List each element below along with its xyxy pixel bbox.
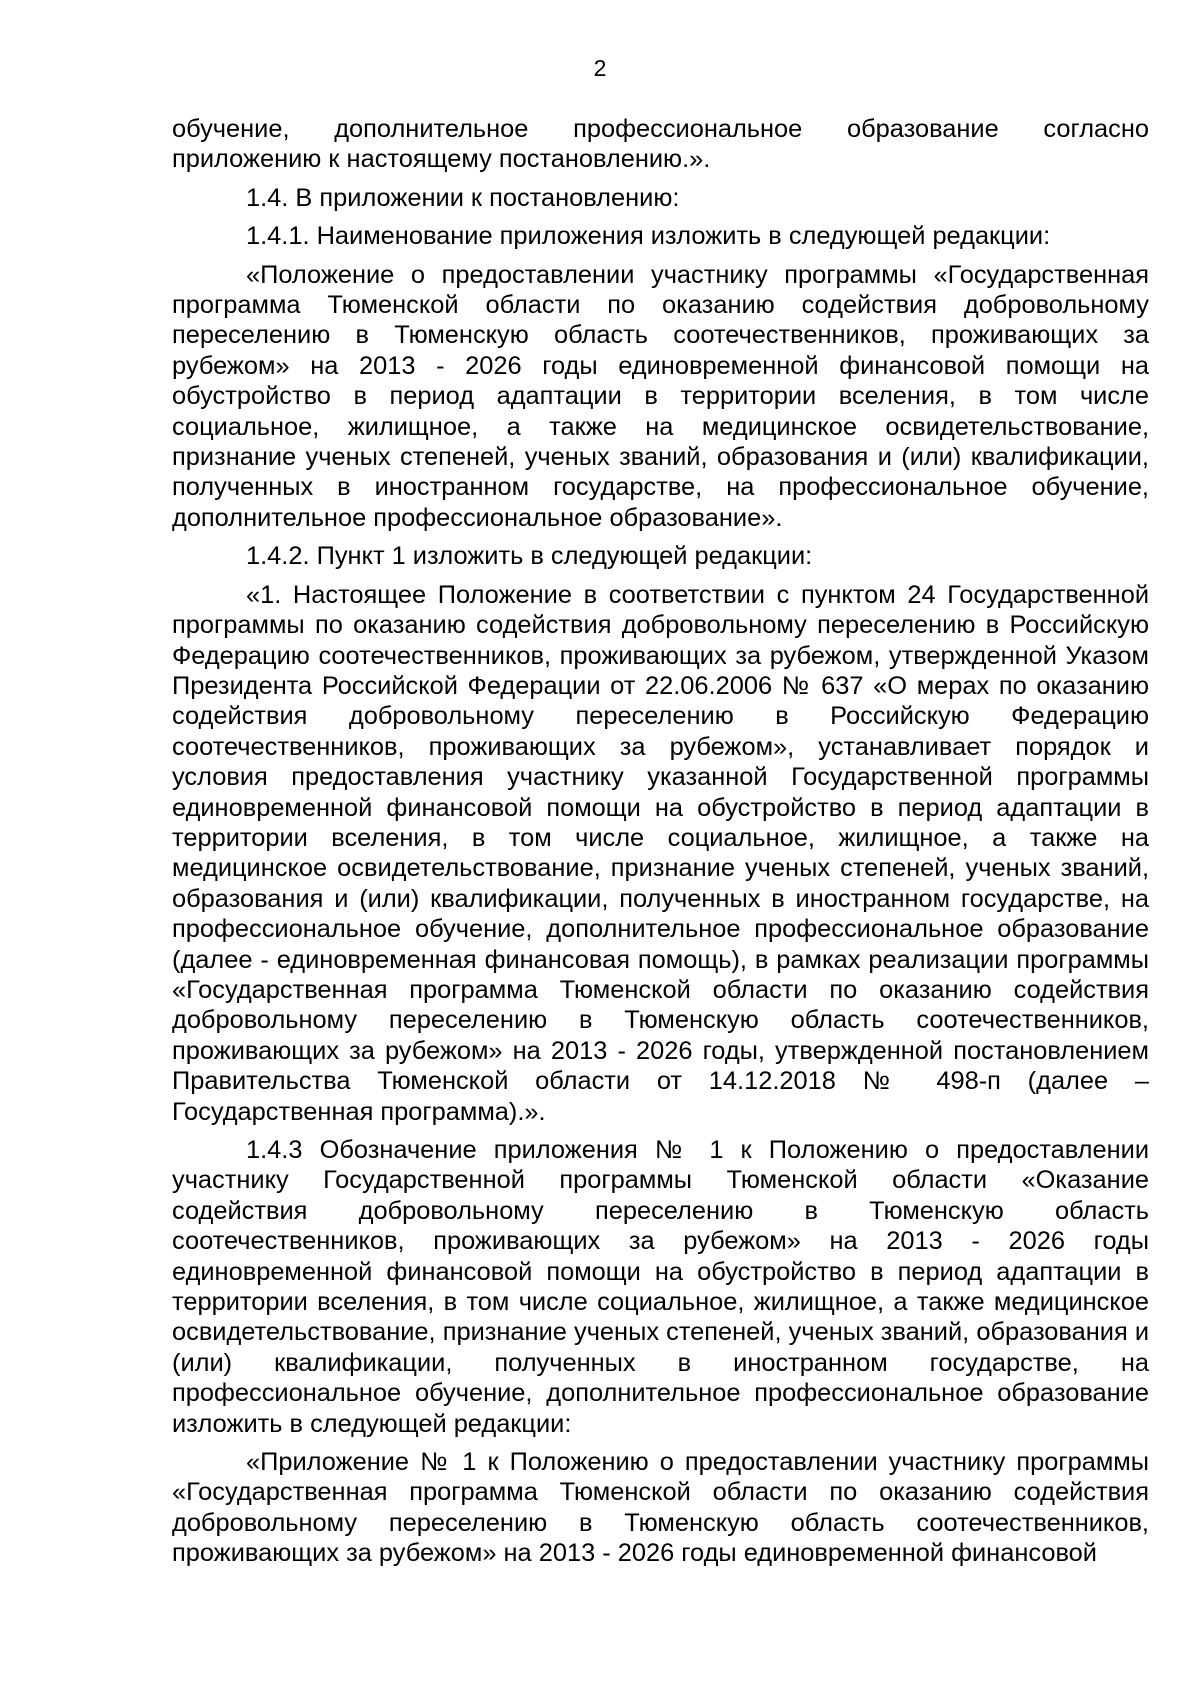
page-number: 2 bbox=[593, 55, 607, 81]
paragraph-item-1-4-1: 1.4.1. Наименование приложения изложить в следующей редакции: bbox=[246, 222, 1051, 251]
paragraph-item-1-4: 1.4. В приложении к постановлению: bbox=[246, 183, 680, 212]
paragraph-point-1-quote: «1. Настоящее Положение в соответствии с пунктом 24 Государственной программы по оказанию содействия добровольному переселению в Российскую Федерацию соотечественников, проживающих за рубежом, утвержденной Указом Президента Российской Федерации от 22.06.2006 № 637 «О мерах по оказанию содействия добровольному переселению в Российскую Федерацию соотечественников, проживающих за рубежом», устанавливает порядок и условия предоставления участнику указанной Государственной программы единовременной финансовой помощи на обустройство в период адаптации в территории вселения, в том числе социальное, жилищное, а также на медицинское освидетельствование, признание ученых степеней, ученых званий, образования и (или) квалификации, полученных в иностранном государстве, на профессиональное обучение, дополнительное профессиональное образование (далее - единовременная финансовая помощь), в рамках реализации программы «Государственная программа Тюменской области по оказанию содействия добровольному переселению в Тюменскую область соотечественников, проживающих за рубежом» на 2013 - 2026 годы, утвержденной постановлением Правительства Тюменской области от 14.12.2018 № 498-п (далее – Государственная программа).». bbox=[172, 580, 1149, 1126]
paragraph-item-1-4-3: 1.4.3 Обозначение приложения № 1 к Положению о предоставлении участнику Государственной программы Тюменской области «Оказание содействия добровольному переселению в Тюменскую область соотечественников, проживающих за рубежом» на 2013 - 2026 годы единовременной финансовой помощи на обустройство в период адаптации в территории вселения, в том числе социальное, жилищное, а также медицинское освидетельствование, признание ученых степеней, ученых званий, образования и (или) квалификации, полученных в иностранном государстве, на профессиональное обучение, дополнительное профессиональное образование изложить в следующей редакции: bbox=[172, 1136, 1149, 1438]
document-body bbox=[172, 114, 1149, 1569]
paragraph-item-1-4-2: 1.4.2. Пункт 1 изложить в следующей редакции: bbox=[246, 542, 813, 571]
paragraph-continuation: обучение, дополнительное профессиональное образование согласно приложению к настоящему постановлению.». bbox=[172, 115, 1149, 174]
paragraph-appendix-1-quote: «Приложение № 1 к Положению о предоставлении участнику программы «Государственная программа Тюменской области по оказанию содействия добровольному переселению в Тюменскую область соотечественников, проживающих за рубежом» на 2013 - 2026 годы единовременной финансовой bbox=[172, 1448, 1149, 1568]
paragraph-appendix-title-quote: «Положение о предоставлении участнику программы «Государственная программа Тюменской области по оказанию содействия добровольному переселению в Тюменскую область соотечественников, проживающих за рубежом» на 2013 - 2026 годы единовременной финансовой помощи на обустройство в период адаптации в территории вселения, в том числе социальное, жилищное, а также на медицинское освидетельствование, признание ученых степеней, ученых званий, образования и (или) квалификации, полученных в иностранном государстве, на профессиональное обучение, дополнительное профессиональное образование». bbox=[172, 260, 1149, 532]
